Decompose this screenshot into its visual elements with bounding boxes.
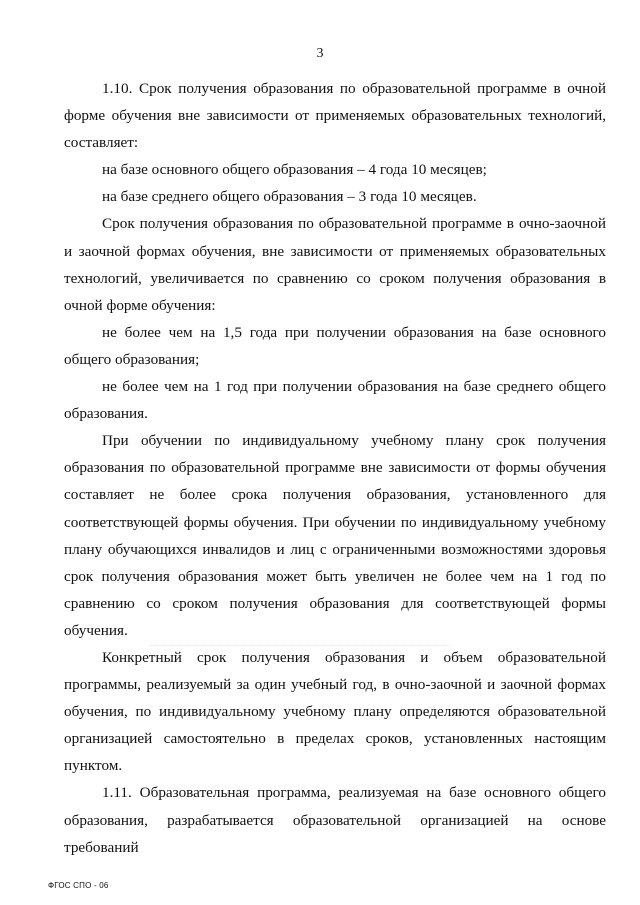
scan-artifact-divider <box>150 645 450 647</box>
document-body <box>64 75 606 861</box>
paragraph-individual-plan: При обучении по индивидуальному учебному плану срок получения образования по образовательной программе вне зависимости от формы обучения составляет не более срока получения образования, установленного для соответствующей формы обучения. При обучении по индивидуальному учебному плану обучающихся инвалидов и лиц с ограниченными возможностями здоровья срок получения образования может быть увеличен не более чем на 1 год по сравнению со сроком получения образования для соответствующей формы обучения. <box>64 432 606 639</box>
footer-code: ФГОС СПО - 06 <box>48 881 109 890</box>
page-number: 3 <box>316 46 324 61</box>
paragraph-1-10: 1.10. Срок получения образования по образовательной программе в очной форме обучения вне зависимости от применяемых образовательных технологий, составляет: <box>64 80 606 152</box>
paragraph-part-time-terms: Срок получения образования по образовательной программе в очно-заочной и заочной формах обучения, вне зависимости от применяемых образовательных технологий, увеличивается по сравнению со сроком получения образования в очной форме обучения: <box>64 215 606 314</box>
paragraph-basic-education-term: на базе основного общего образования – 4 года 10 месяцев; <box>102 161 487 179</box>
paragraph-specific-term: Конкретный срок получения образования и объем образовательной программы, реализуемый за один учебный год, в очно-заочной и заочной формах обучения, по индивидуальному учебному плану определяются образовательной организацией самостоятельно в пределах сроков, установленных настоящим пунктом. <box>64 648 606 775</box>
paragraph-secondary-education-term: на базе среднего общего образования – 3 года 10 месяцев. <box>102 188 477 206</box>
paragraph-extension-basic: не более чем на 1,5 года при получении образования на базе основного общего образования; <box>64 323 606 368</box>
paragraph-1-11: 1.11. Образовательная программа, реализуемая на базе основного общего образования, разрабатывается образовательной организацией на основе требований <box>64 784 606 856</box>
paragraph-extension-secondary: не более чем на 1 год при получении образования на базе среднего общего образования. <box>64 378 606 423</box>
